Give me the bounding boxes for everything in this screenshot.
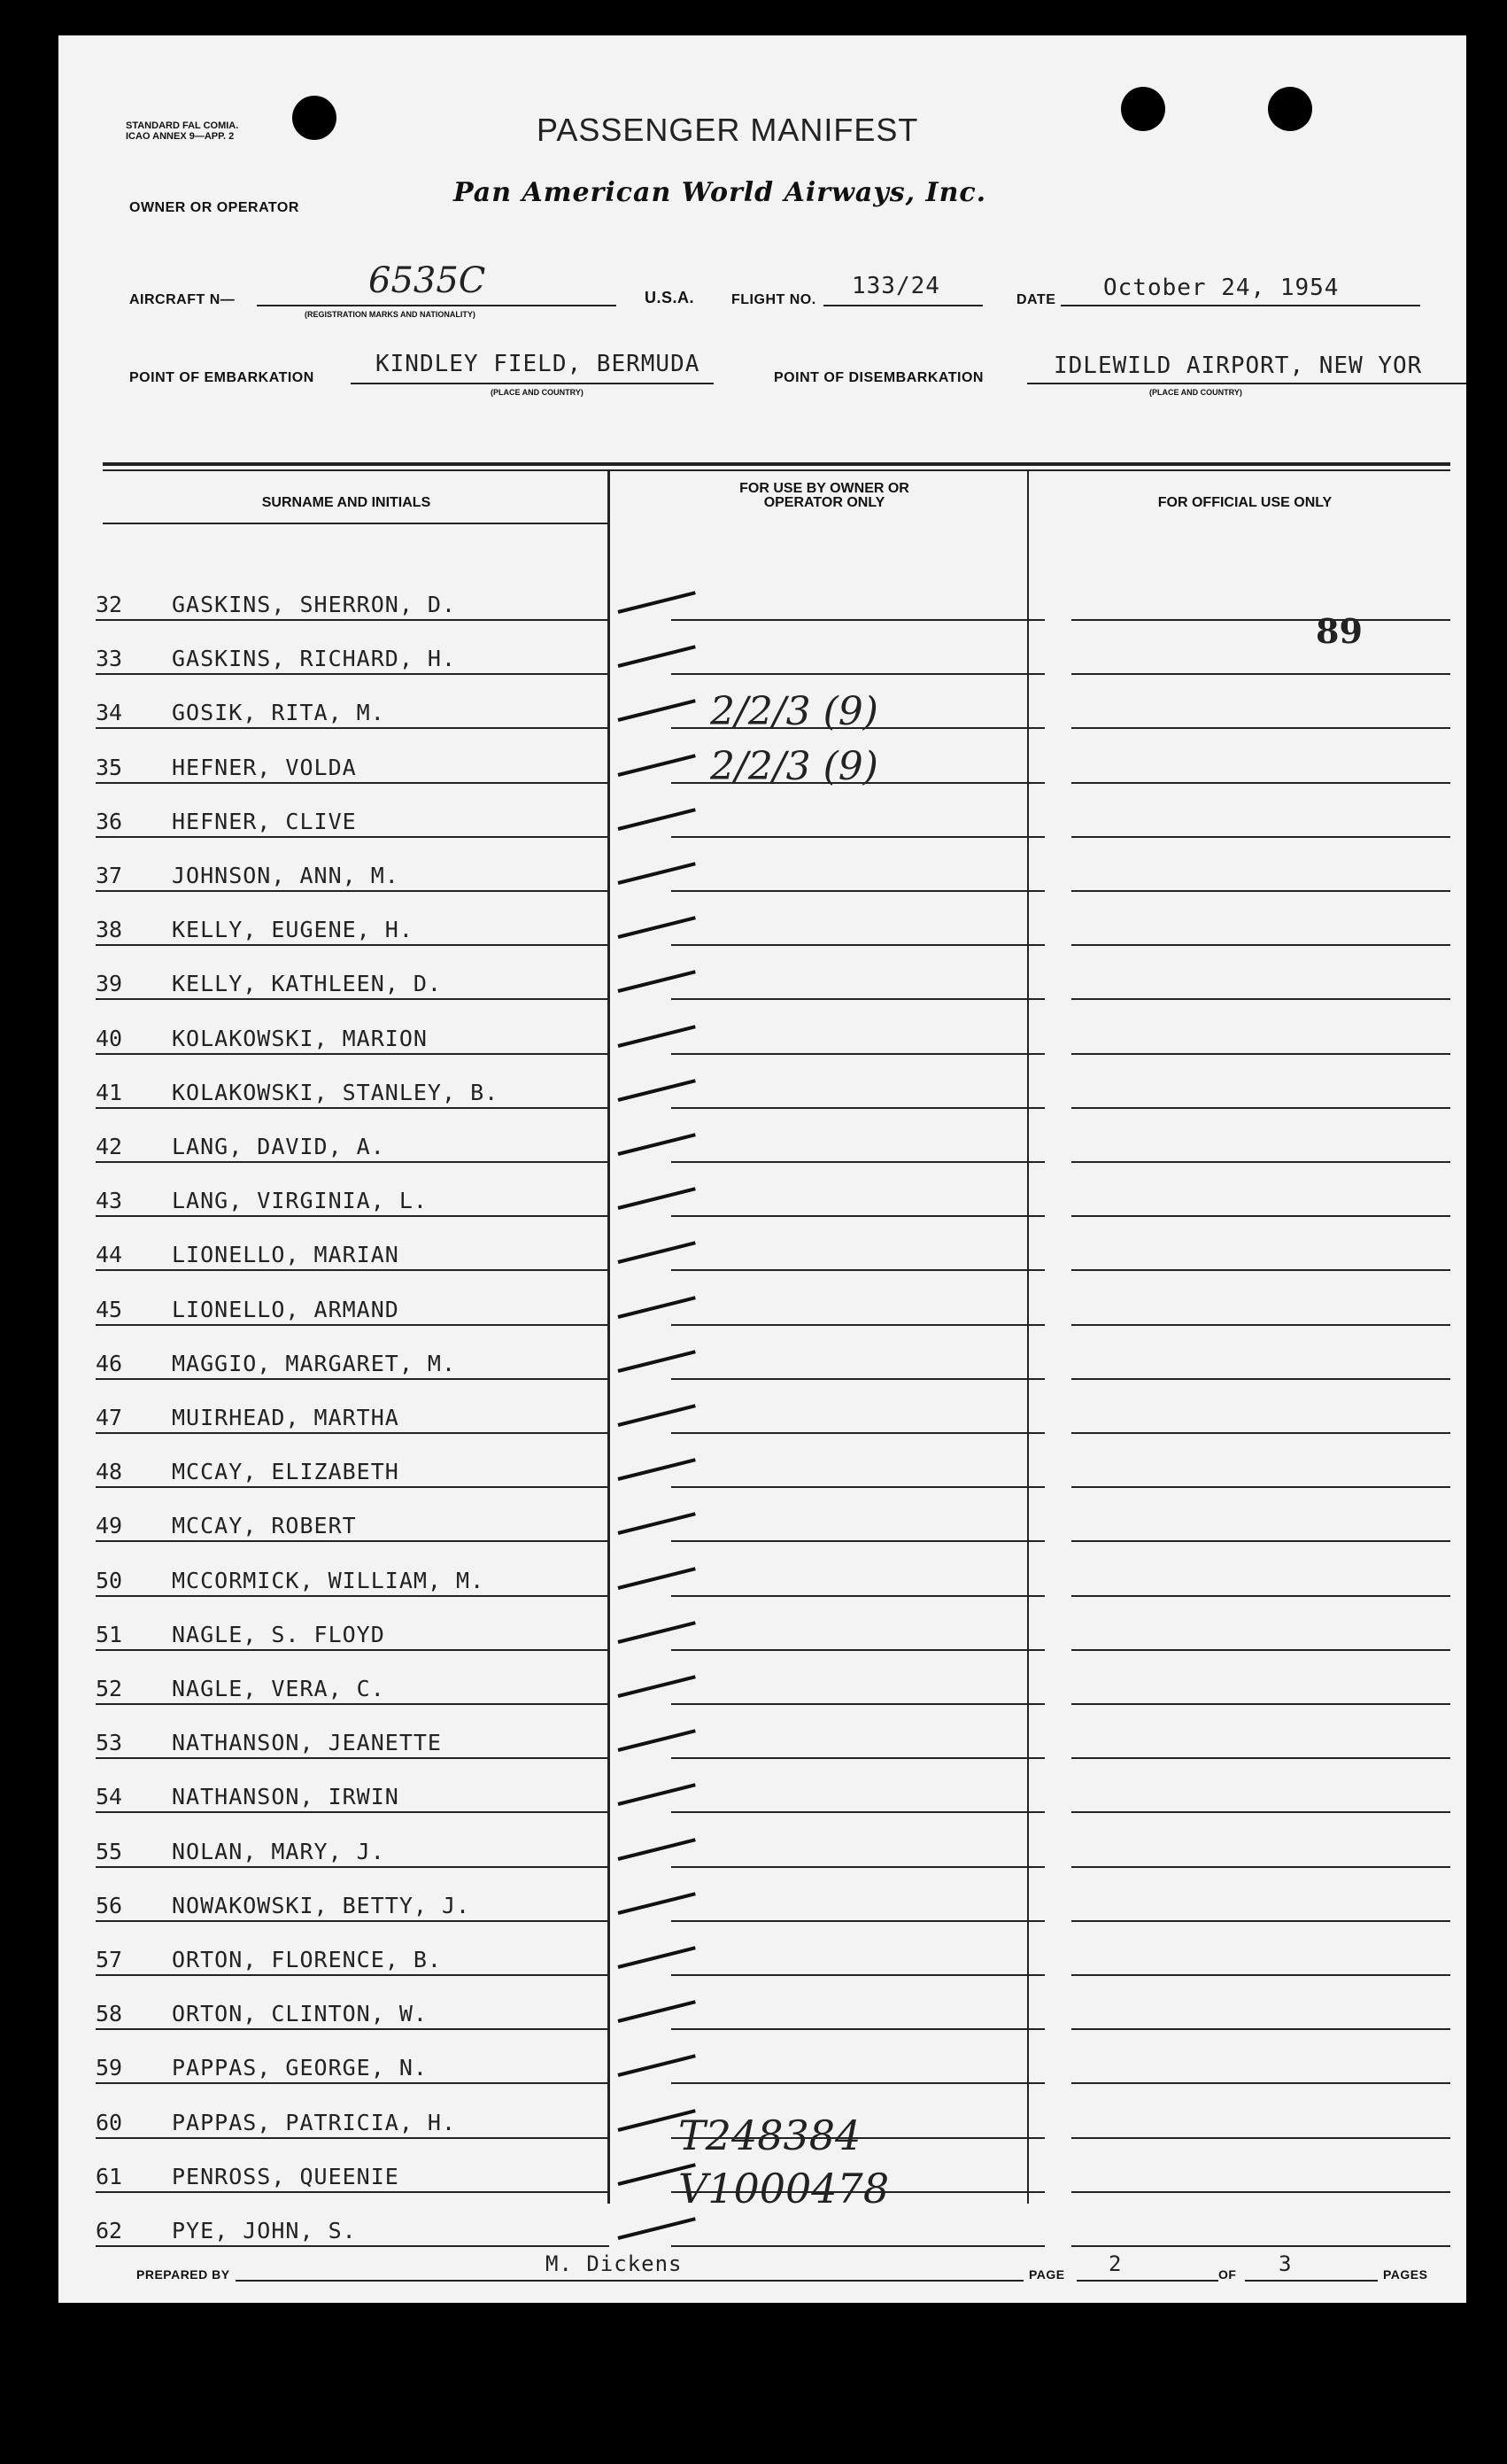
passenger-name: MUIRHEAD, MARTHA [172, 1405, 399, 1430]
passenger-row [96, 1055, 1450, 1109]
date-label: DATE [1016, 292, 1056, 307]
passenger-row [96, 1217, 1450, 1271]
passenger-number: 50 [96, 1567, 123, 1593]
of-label: OF [1218, 2267, 1237, 2282]
row-rule [671, 2245, 1045, 2247]
check-mark [618, 2000, 696, 2023]
prepared-value: M. Dickens [545, 2251, 683, 2276]
aircraft-underline [257, 305, 616, 306]
passenger-row [96, 1543, 1450, 1597]
passenger-number: 53 [96, 1730, 123, 1756]
aircraft-sub: (REGISTRATION MARKS AND NATIONALITY) [305, 310, 475, 319]
check-mark [618, 1946, 696, 1969]
passenger-number: 41 [96, 1079, 123, 1105]
passenger-name: HEFNER, VOLDA [172, 754, 357, 780]
flight-label: FLIGHT NO. [731, 292, 816, 307]
check-mark [618, 2217, 696, 2240]
check-mark [618, 1784, 696, 1807]
aircraft-label: AIRCRAFT N— [129, 292, 236, 307]
passenger-number: 51 [96, 1621, 123, 1647]
check-mark [618, 2055, 696, 2078]
punch-hole [1121, 87, 1165, 131]
check-mark [618, 1621, 696, 1644]
check-mark [618, 916, 696, 939]
check-mark [618, 754, 696, 777]
passenger-name: LIONELLO, ARMAND [172, 1296, 399, 1322]
disembark-underline [1027, 383, 1466, 384]
passenger-number: 52 [96, 1676, 123, 1701]
passenger-number: 46 [96, 1350, 123, 1376]
passenger-number: 36 [96, 808, 123, 834]
passenger-row [96, 1001, 1450, 1055]
passenger-name: KELLY, EUGENE, H. [172, 917, 413, 943]
passenger-name: NATHANSON, IRWIN [172, 1784, 399, 1810]
check-mark [618, 862, 696, 885]
nationality: U.S.A. [645, 289, 695, 306]
passenger-row [96, 892, 1450, 946]
check-mark [618, 1079, 696, 1102]
passenger-row [96, 1651, 1450, 1705]
passenger-number: 38 [96, 917, 123, 943]
page-label: PAGE [1029, 2267, 1065, 2282]
passenger-number: 59 [96, 2055, 123, 2081]
passenger-name: KOLAKOWSKI, STANLEY, B. [172, 1079, 499, 1105]
passenger-name: ORTON, FLORENCE, B. [172, 1947, 442, 1972]
passenger-number: 35 [96, 754, 123, 780]
passenger-number: 42 [96, 1134, 123, 1159]
passenger-row [96, 2030, 1450, 2084]
check-mark [618, 645, 696, 668]
passenger-number: 40 [96, 1025, 123, 1051]
passenger-row [96, 1488, 1450, 1542]
passenger-name: NOWAKOWSKI, BETTY, J. [172, 1892, 471, 1918]
passenger-number: 44 [96, 1242, 123, 1268]
passenger-name: PAPPAS, GEORGE, N. [172, 2055, 428, 2081]
passenger-number: 56 [96, 1892, 123, 1918]
passenger-row [96, 1326, 1450, 1380]
passenger-name: GASKINS, RICHARD, H. [172, 646, 457, 672]
disembark-label: POINT OF DISEMBARKATION [774, 370, 984, 385]
of-underline [1245, 2280, 1378, 2282]
prepared-label: PREPARED BY [136, 2267, 230, 2282]
passenger-row [96, 1922, 1450, 1976]
passenger-number: 34 [96, 700, 123, 726]
passenger-name: NATHANSON, JEANETTE [172, 1730, 442, 1756]
passenger-name: MCCAY, ROBERT [172, 1513, 357, 1539]
passenger-name: PAPPAS, PATRICIA, H. [172, 2109, 457, 2135]
passenger-name: MCCAY, ELIZABETH [172, 1459, 399, 1485]
passenger-number: 58 [96, 2001, 123, 2027]
passenger-row [96, 1976, 1450, 2030]
check-mark [618, 1242, 696, 1265]
passenger-number: 43 [96, 1188, 123, 1214]
passenger-number: 47 [96, 1405, 123, 1430]
passenger-number: 60 [96, 2109, 123, 2135]
passenger-name: NAGLE, VERA, C. [172, 1676, 385, 1701]
check-mark [618, 591, 696, 614]
passenger-number: 32 [96, 592, 123, 617]
punch-hole [1268, 87, 1312, 131]
row-rule [96, 2245, 609, 2247]
row-rule [1071, 2245, 1450, 2247]
check-mark [618, 1133, 696, 1156]
check-mark [618, 1675, 696, 1698]
disembark-sub: (PLACE AND COUNTRY) [1149, 388, 1242, 397]
pages-label: PAGES [1383, 2267, 1428, 2282]
passenger-name: GASKINS, SHERRON, D. [172, 592, 457, 617]
header-rule [103, 462, 1450, 466]
flight-underline [823, 305, 983, 306]
passenger-row [96, 1109, 1450, 1163]
form-reference [126, 120, 238, 142]
passenger-number: 39 [96, 971, 123, 997]
check-mark [618, 1729, 696, 1752]
embark-label: POINT OF EMBARKATION [129, 370, 314, 385]
passenger-name: NAGLE, S. FLOYD [172, 1621, 385, 1647]
passenger-number: 55 [96, 1838, 123, 1864]
passenger-row [96, 1163, 1450, 1217]
page-title: PASSENGER MANIFEST [537, 112, 919, 148]
hefner-clive-note: 2/2/3 (9) [710, 744, 878, 789]
col-surname-header: SURNAME AND INITIALS [261, 495, 431, 510]
penross-note: T248384 [678, 2111, 862, 2159]
passenger-name: HEFNER, CLIVE [172, 808, 357, 834]
passenger-name: PYE, JOHN, S. [172, 2218, 357, 2243]
passenger-number: 57 [96, 1947, 123, 1972]
passenger-number: 49 [96, 1513, 123, 1539]
date-underline [1061, 305, 1420, 306]
passenger-name: LANG, VIRGINIA, L. [172, 1188, 428, 1214]
passenger-name: LIONELLO, MARIAN [172, 1242, 399, 1268]
passenger-row [96, 1380, 1450, 1434]
passenger-row [96, 567, 1450, 621]
embark-sub: (PLACE AND COUNTRY) [491, 388, 583, 397]
official-count: 89 [1316, 611, 1363, 651]
punch-hole [292, 96, 336, 140]
manifest-sheet [58, 35, 1466, 2303]
check-mark [618, 808, 696, 831]
check-mark [618, 1458, 696, 1481]
passenger-name: MAGGIO, MARGARET, M. [172, 1350, 457, 1376]
check-mark [618, 1838, 696, 1861]
page-underline [1077, 2280, 1218, 2282]
form-ref-line2: ICAO ANNEX 9—APP. 2 [126, 131, 235, 142]
disembark-value: IDLEWILD AIRPORT, NEW YOR [1054, 353, 1423, 379]
passenger-number: 33 [96, 646, 123, 672]
page-value: 2 [1109, 2251, 1123, 2276]
check-mark [618, 1404, 696, 1427]
passenger-name: GOSIK, RITA, M. [172, 700, 385, 726]
header-bottom-rule [103, 523, 607, 524]
hefner-volda-note: 2/2/3 (9) [710, 689, 878, 734]
passenger-row [96, 1868, 1450, 1922]
check-mark [618, 1892, 696, 1915]
passenger-number: 61 [96, 2163, 123, 2189]
passenger-row [96, 1705, 1450, 1759]
embark-underline [351, 383, 714, 384]
passenger-name: LANG, DAVID, A. [172, 1134, 385, 1159]
passenger-number: 48 [96, 1459, 123, 1485]
col-official-header: FOR OFFICIAL USE ONLY [1157, 495, 1333, 510]
check-mark [618, 1296, 696, 1319]
passenger-name: KOLAKOWSKI, MARION [172, 1025, 428, 1051]
check-mark [618, 1567, 696, 1590]
aircraft-value: 6535C [368, 260, 486, 301]
of-value: 3 [1279, 2251, 1293, 2276]
check-mark [618, 1187, 696, 1210]
passenger-name: JOHNSON, ANN, M. [172, 863, 399, 888]
passenger-row [96, 621, 1450, 675]
check-mark [618, 700, 696, 723]
owner-label: OWNER OR OPERATOR [129, 200, 299, 215]
passenger-number: 62 [96, 2218, 123, 2243]
passenger-row [96, 1759, 1450, 1813]
embark-value: KINDLEY FIELD, BERMUDA [375, 351, 700, 377]
passenger-row [96, 784, 1450, 838]
check-mark [618, 1025, 696, 1048]
passenger-row [96, 946, 1450, 1000]
header-rule-thin [103, 469, 1450, 471]
passenger-row [96, 1434, 1450, 1488]
passenger-name: NOLAN, MARY, J. [172, 1838, 385, 1864]
passenger-row [96, 1597, 1450, 1651]
date-value: October 24, 1954 [1103, 275, 1340, 301]
flight-value: 133/24 [852, 273, 940, 299]
passenger-name: KELLY, KATHLEEN, D. [172, 971, 442, 997]
prepared-underline [236, 2280, 1024, 2282]
passenger-name: PENROSS, QUEENIE [172, 2163, 399, 2189]
pye-note: V1000478 [678, 2165, 890, 2212]
form-ref-line1: STANDARD FAL COMIA. [126, 120, 239, 131]
passenger-row [96, 1272, 1450, 1326]
check-mark [618, 1513, 696, 1536]
passenger-number: 54 [96, 1784, 123, 1810]
passenger-number: 37 [96, 863, 123, 888]
col-owner-header: FOR USE BY OWNER OR OPERATOR ONLY [739, 481, 909, 510]
passenger-row [96, 838, 1450, 892]
passenger-number: 45 [96, 1296, 123, 1322]
check-mark [618, 971, 696, 994]
passenger-name: ORTON, CLINTON, W. [172, 2001, 428, 2027]
passenger-row [96, 1814, 1450, 1868]
check-mark [618, 1350, 696, 1373]
passenger-name: MCCORMICK, WILLIAM, M. [172, 1567, 485, 1593]
operator-name: Pan American World Airways, Inc. [453, 177, 987, 208]
